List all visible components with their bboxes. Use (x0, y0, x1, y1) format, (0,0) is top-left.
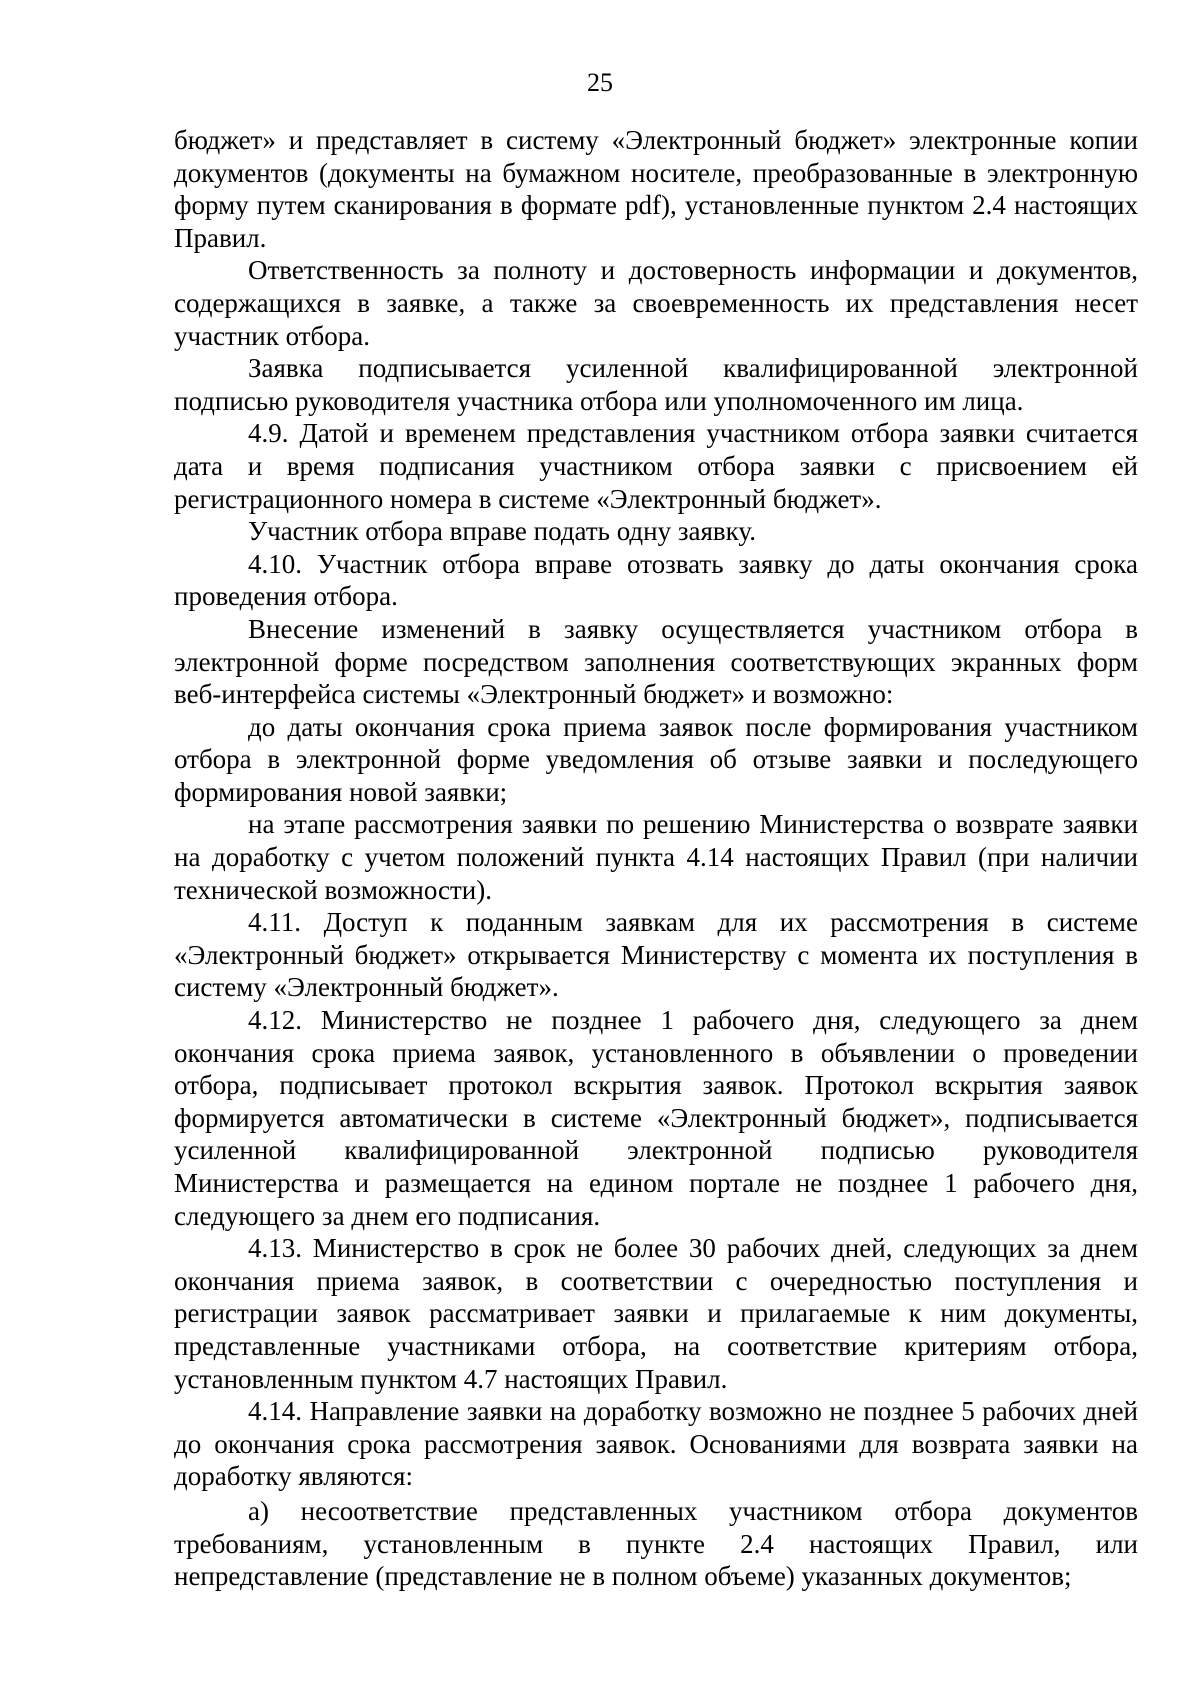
paragraph-continuation: бюджет» и представляет в систему «Электронный бюджет» электронные копии документов (документы на бумажном носителе, преобразованные в электронную форму путем сканирования в формате pdf), установленные пунктом 2.4 настоящих Правил. (174, 125, 1138, 253)
paragraph-review-stage: на этапе рассмотрения заявки по решению Министерства о возврате заявки на доработку с учетом положений пункта 4.14 настоящих Правил (при наличии технической возможности). (174, 809, 1138, 905)
paragraph-4-9: 4.9. Датой и временем представления участником отбора заявки считается дата и время подписания участником отбора заявки с присвоением ей регистрационного номера в системе «Электронный бюджет». (174, 418, 1138, 514)
paragraph-4-12: 4.12. Министерство не позднее 1 рабочего дня, следующего за днем окончания срока приема заявок, установленного в объявлении о проведении отбора, подписывает протокол вскрытия заявок. Протокол вскрытия заявок формируется автоматически в системе «Электронный бюджет», подписывается усиленной квалифицированной электронной подписью руководителя Министерства и размещается на едином портале не позднее 1 рабочего дня, следующего за днем его подписания. (174, 1005, 1138, 1231)
paragraph-one-application: Участник отбора вправе подать одну заявку. (248, 516, 756, 547)
paragraph-item-a: а) несоответствие представленных участником отбора документов требованиям, установленным в пункте 2.4 настоящих Правил, или непредставление (представление не в полном объеме) указанных документов; (174, 1495, 1138, 1592)
paragraph-changes: Внесение изменений в заявку осуществляется участником отбора в электронной форме посредством заполнения соответствующих экранных форм веб-интерфейса системы «Электронный бюджет» и возможно: (174, 613, 1138, 710)
paragraph-4-11: 4.11. Доступ к поданным заявкам для их рассмотрения в системе «Электронный бюджет» открывается Министерству с момента их поступления в систему «Электронный бюджет». (174, 907, 1138, 1003)
page-number: 25 (587, 68, 613, 97)
paragraph-4-13: 4.13. Министерство в срок не более 30 рабочих дней, следующих за днем окончания приема заявок, в соответствии с очередностью поступления и регистрации заявок рассматривает заявки и прилагаемые к ним документы, представленные участниками отбора, на соответствие критериям отбора, установленным пунктом 4.7 настоящих Правил. (174, 1233, 1138, 1394)
paragraph-before-deadline: до даты окончания срока приема заявок после формирования участником отбора в электронной форме уведомления об отзыве заявки и последующего формирования новой заявки; (174, 711, 1138, 807)
document-body (174, 124, 1138, 1593)
paragraph-4-14: 4.14. Направление заявки на доработку возможно не позднее 5 рабочих дней до окончания срока рассмотрения заявок. Основаниями для возврата заявки на доработку являются: (174, 1396, 1138, 1492)
paragraph-responsibility: Ответственность за полноту и достоверность информации и документов, содержащихся в заявке, а также за своевременность их представления несет участник отбора. (174, 255, 1138, 351)
paragraph-4-10: 4.10. Участник отбора вправе отозвать заявку до даты окончания срока проведения отбора. (174, 548, 1138, 612)
paragraph-signature: Заявка подписывается усиленной квалифицированной электронной подписью руководителя участника отбора или уполномоченного им лица. (174, 353, 1138, 416)
